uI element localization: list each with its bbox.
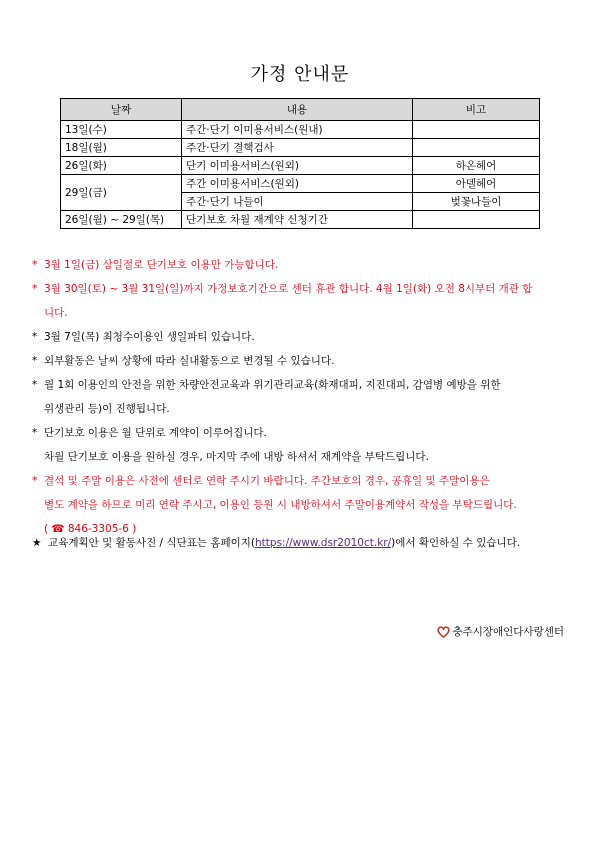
bullet-icon: * xyxy=(32,379,38,391)
bullet-icon: * xyxy=(32,355,38,367)
row-content: 주간·단기 나들이 xyxy=(182,193,413,211)
homepage-link[interactable]: https://www.dsr2010ct.kr/ xyxy=(255,537,392,549)
row-note: 벚꽃나들이 xyxy=(413,193,540,211)
notice-line: 3월 7일(목) 최청수이용인 생일파티 있습니다. xyxy=(44,331,255,343)
row-content: 주간·단기 결핵검사 xyxy=(182,139,413,157)
bullet-icon: * xyxy=(32,259,38,271)
row-note xyxy=(413,211,540,229)
website-notice-suffix: )에서 확인하실 수 있습니다. xyxy=(391,537,521,549)
notice-line: 3월 1일(금) 삼일절로 단기보호 이용만 가능합니다. xyxy=(44,259,279,271)
table-row xyxy=(61,121,540,139)
notice-line: 니다. xyxy=(44,307,68,319)
notice-line: 3월 30일(토) ~ 3월 31일(일)까지 가정보호기간으로 센터 휴관 합니다. 4월 1일(화) 오전 8시부터 개관 합 xyxy=(44,283,533,295)
website-notice-prefix: 교육계획안 및 활동사진 / 식단표는 홈페이지( xyxy=(48,537,256,549)
table-row xyxy=(61,157,540,175)
notice-item xyxy=(32,421,572,469)
row-date: 26일(화) xyxy=(61,157,182,175)
heart-logo-icon xyxy=(437,626,450,638)
notice-item xyxy=(32,325,572,349)
table-row xyxy=(61,175,540,193)
table-row xyxy=(61,139,540,157)
notice-line: 결석 및 주말 이용은 사전에 센터로 연락 주시기 바랍니다. 주간보호의 경우, 공휴일 및 주말이용은 xyxy=(44,475,490,487)
notice-item xyxy=(32,277,572,325)
notice-item xyxy=(32,253,572,277)
row-note xyxy=(413,121,540,139)
row-note: 하온헤어 xyxy=(413,157,540,175)
header-content: 내용 xyxy=(182,99,413,121)
row-date: 29일(금) xyxy=(61,175,182,211)
page-title: 가정 안내문 xyxy=(250,64,350,85)
bullet-icon: * xyxy=(32,331,38,343)
schedule-table xyxy=(60,98,540,229)
notice-item xyxy=(32,373,572,421)
organization-name: 충주시장애인다사랑센터 xyxy=(452,626,564,638)
row-date: 13일(수) xyxy=(61,121,182,139)
notice-item xyxy=(32,469,572,541)
header-date: 날짜 xyxy=(61,99,182,121)
organization-footer xyxy=(437,624,564,639)
bullet-icon: * xyxy=(32,283,38,295)
notice-line: 단기보호 이용은 월 단위로 계약이 이루어집니다. xyxy=(44,427,267,439)
row-content: 주간 이미용서비스(원외) xyxy=(182,175,413,193)
notice-list xyxy=(32,253,572,541)
notice-line: 월 1회 이용인의 안전을 위한 차량안전교육과 위기관리교육(화재대피, 지진대피, 감염병 예방을 위한 xyxy=(44,379,501,391)
row-content: 단기보호 차월 재계약 신청기간 xyxy=(182,211,413,229)
notice-line: 외부활동은 날씨 상황에 따라 실내활동으로 변경될 수 있습니다. xyxy=(44,355,335,367)
bullet-icon: * xyxy=(32,427,38,439)
bullet-icon: * xyxy=(32,475,38,487)
notice-line: 별도 계약을 하므로 미리 연락 주시고, 이용인 등원 시 내방하셔서 주말이용계약서 작성을 부탁드립니다. xyxy=(44,499,517,511)
notice-item xyxy=(32,349,572,373)
row-content: 단기 이미용서비스(원외) xyxy=(182,157,413,175)
header-note: 비고 xyxy=(413,99,540,121)
row-note xyxy=(413,139,540,157)
table-row xyxy=(61,211,540,229)
table-header-row xyxy=(61,99,540,121)
row-date: 26일(월) ~ 29일(목) xyxy=(61,211,182,229)
website-notice xyxy=(32,535,572,550)
notice-line: 차월 단기보호 이용을 원하실 경우, 마지막 주에 내방 하셔서 재계약을 부탁드립니다. xyxy=(44,451,429,463)
row-note: 아델헤어 xyxy=(413,175,540,193)
row-content: 주간·단기 이미용서비스(원내) xyxy=(182,121,413,139)
notice-line: 위생관리 등)이 진행됩니다. xyxy=(44,403,170,415)
row-date: 18일(월) xyxy=(61,139,182,157)
notice-line: ( ☎ 846-3305-6 ) xyxy=(44,523,137,535)
star-icon: ★ xyxy=(32,537,42,549)
